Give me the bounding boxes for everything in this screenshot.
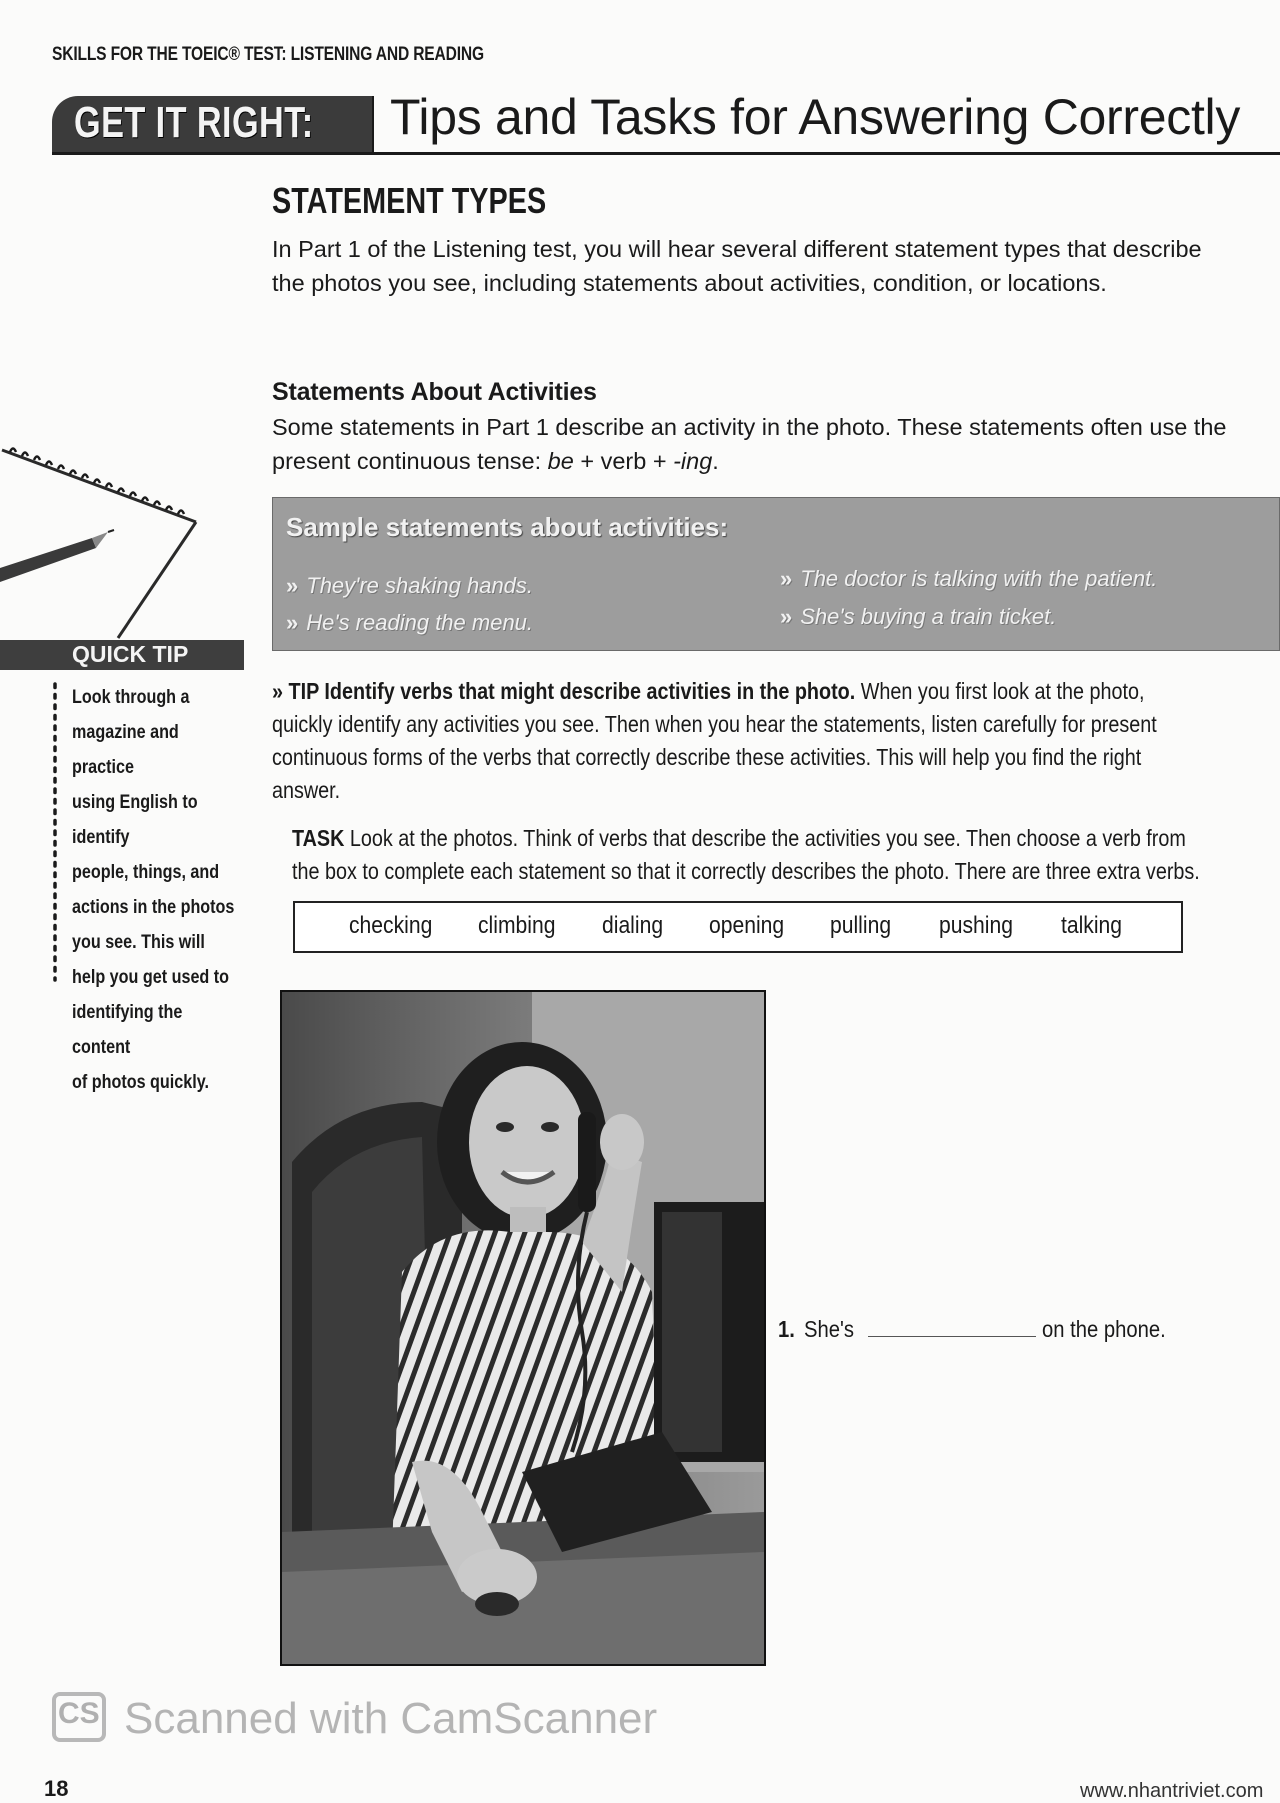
quick-tip-label: QUICK TIP bbox=[72, 641, 189, 667]
question-1-number: 1. bbox=[778, 1316, 795, 1342]
quick-tip-line: help you get used to bbox=[72, 967, 230, 988]
notepad-pen-illustration bbox=[0, 430, 210, 640]
verb-option: dialing bbox=[602, 912, 664, 939]
tip-marker: » bbox=[272, 678, 284, 704]
sample-statements-heading: Sample statements about activities: bbox=[286, 512, 729, 542]
activities-text-be: be bbox=[547, 448, 574, 474]
sample-statement-item bbox=[780, 604, 1056, 630]
quick-tip-text bbox=[72, 680, 242, 1100]
question-1-answer-blank[interactable] bbox=[868, 1336, 1036, 1337]
sample-statement-text: She's buying a train ticket. bbox=[800, 604, 1057, 629]
quick-tip-line: you see. This will bbox=[72, 932, 205, 953]
task-label: TASK bbox=[292, 825, 345, 851]
sample-statement-item bbox=[286, 573, 533, 599]
activities-text-mid: + verb + bbox=[573, 448, 674, 474]
banner-label: GET IT RIGHT: bbox=[74, 98, 314, 147]
quick-tip-line: Look through a bbox=[72, 687, 190, 708]
activities-text-ing: -ing bbox=[673, 448, 713, 474]
sample-statement-text: He's reading the menu. bbox=[306, 610, 534, 635]
quick-tip-line: people, things, and bbox=[72, 862, 220, 883]
verb-option: climbing bbox=[478, 912, 556, 939]
sample-statement-item bbox=[286, 610, 533, 636]
task-body: Look at the photos. Think of verbs that describe the activities you see. Then choose a verb from the box to complete each statement so that it correctly describes the photo. There are three extra verbs. bbox=[292, 825, 1200, 884]
page-number: 18 bbox=[44, 1776, 69, 1801]
tip-bold-lead: TIP Identify verbs that might describe activities in the photo. bbox=[288, 678, 856, 704]
quick-tip-line: identifying the content bbox=[72, 1002, 183, 1058]
activities-text-end: . bbox=[712, 448, 719, 474]
activities-text-start: Some statements in Part 1 describe an activity in the photo. These statements often use the present continuous tense: bbox=[272, 414, 1227, 474]
verb-option: opening bbox=[709, 912, 785, 939]
tip-body: When you first look at the photo, quickly identify any activities you see. Then when you hear the statements, listen carefully for present continuous forms of the verbs that correctly describe these activities. This will help you find the right answer. bbox=[272, 678, 1157, 803]
camscanner-watermark: Scanned with CamScanner bbox=[124, 1694, 658, 1743]
verb-option: pulling bbox=[830, 912, 892, 939]
quick-tip-line: actions in the photos bbox=[72, 897, 235, 918]
question-1-prefix: She's bbox=[804, 1316, 855, 1342]
task-paragraph bbox=[292, 822, 1212, 888]
banner-divider bbox=[372, 96, 374, 154]
sample-statement-item bbox=[780, 566, 1157, 592]
quick-tip-line: using English to identify bbox=[72, 792, 198, 848]
verb-option: checking bbox=[349, 912, 433, 939]
quick-tip-line: of photos quickly. bbox=[72, 1072, 209, 1093]
quick-tip-line: magazine and practice bbox=[72, 722, 179, 778]
sample-marker: » bbox=[780, 566, 793, 591]
sample-statement-text: They're shaking hands. bbox=[306, 573, 534, 598]
intro-paragraph: In Part 1 of the Listening test, you will hear several different statement types that describe the photos you see, including statements about activities, condition, or locations. bbox=[272, 236, 1202, 296]
section-heading: STATEMENT TYPES bbox=[272, 180, 547, 221]
verb-option: pushing bbox=[939, 912, 1013, 939]
verb-option: talking bbox=[1061, 912, 1123, 939]
running-head: SKILLS FOR THE TOEIC® TEST: LISTENING AND READING bbox=[52, 44, 484, 65]
activities-paragraph bbox=[272, 410, 1272, 478]
quick-tip-dotted-rule bbox=[52, 682, 58, 982]
tip-paragraph bbox=[272, 675, 1209, 807]
activities-heading: Statements About Activities bbox=[272, 378, 597, 406]
photo-woman-on-phone bbox=[280, 990, 766, 1666]
banner-title: Tips and Tasks for Answering Correctly bbox=[390, 89, 1241, 145]
footer-url[interactable]: www.nhantriviet.com bbox=[1080, 1780, 1264, 1802]
sample-statement-text: The doctor is talking with the patient. bbox=[800, 566, 1158, 591]
camscanner-logo-text: CS bbox=[58, 1697, 100, 1730]
sample-marker: » bbox=[780, 604, 793, 629]
sample-marker: » bbox=[286, 573, 299, 598]
question-1-suffix: on the phone. bbox=[1042, 1316, 1166, 1342]
banner-rule bbox=[52, 152, 1280, 155]
sample-marker: » bbox=[286, 610, 299, 635]
